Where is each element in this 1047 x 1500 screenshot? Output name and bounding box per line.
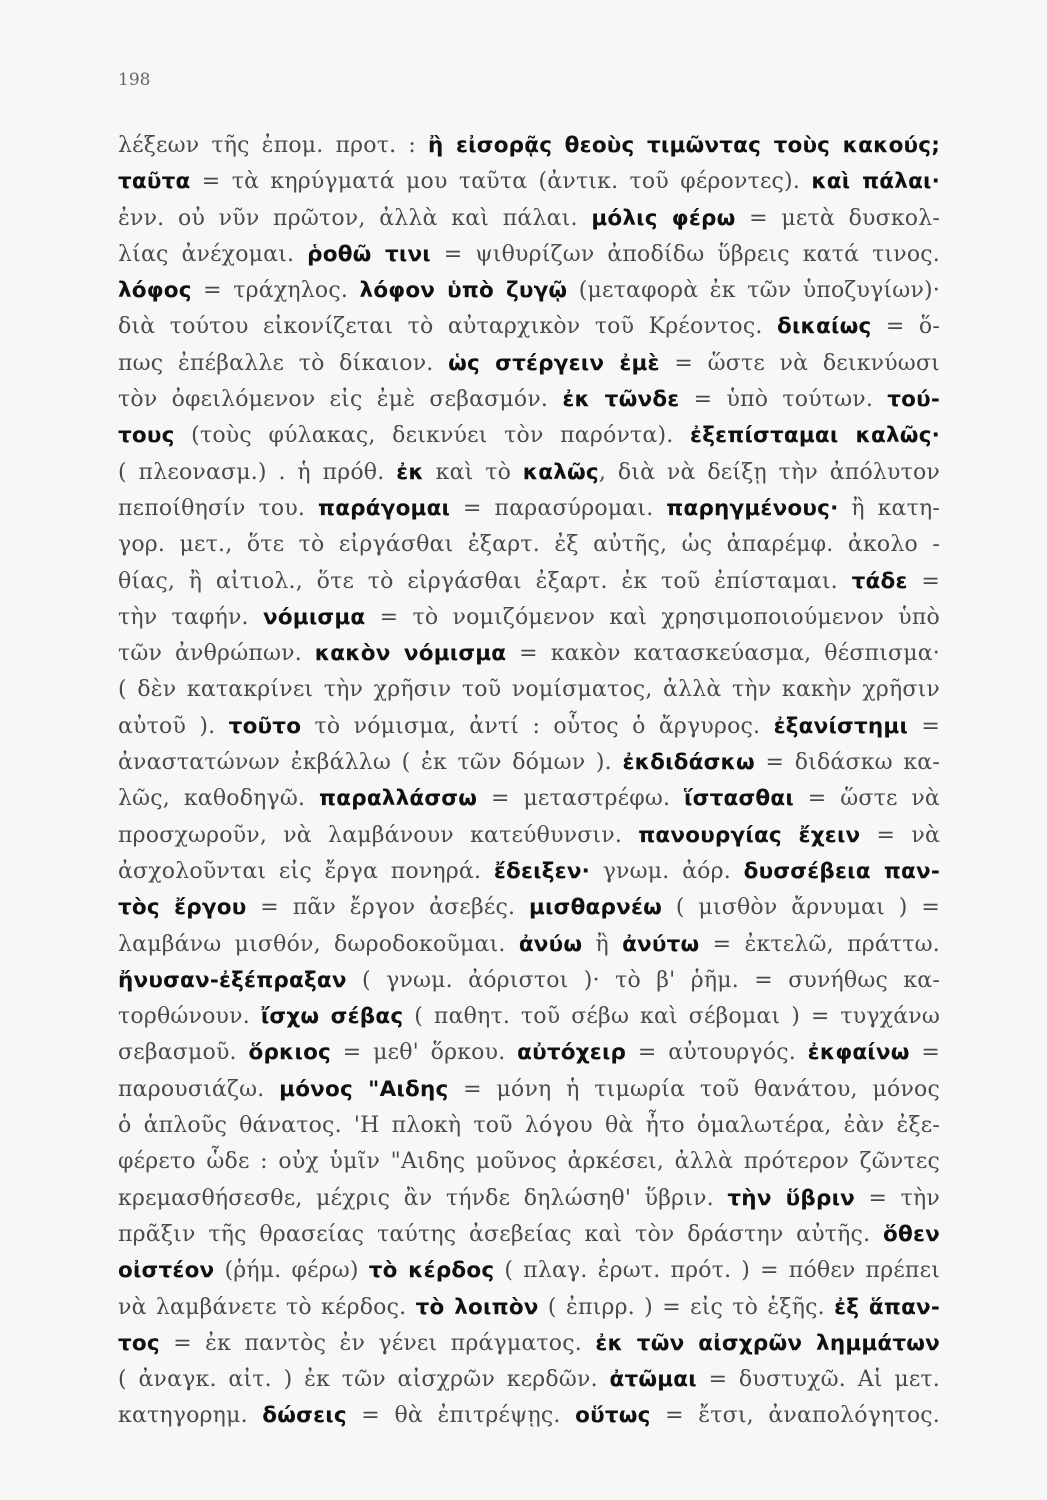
gloss-text: φέρετο ὧδε : οὐχ ὑμῖν "Αιδης μοῦνος ἀρκέσει, ἀλλὰ πρότερον ζῶντες — [118, 1149, 940, 1175]
text-line — [118, 1362, 940, 1398]
gloss-text: τῶν ἀνθρώπων. — [118, 641, 315, 667]
text-line — [118, 1181, 940, 1217]
gloss-text: = παρασύρομαι. — [450, 495, 667, 521]
commentary-text — [118, 128, 940, 1435]
bold-lemma: ἤνυσαν-ἐξέπραξαν — [118, 967, 347, 993]
text-line — [118, 927, 940, 963]
gloss-text: κρεμασθήσεσθε, μέχρις ἂν τήνδε δηλώσηθ' ὕβριν. — [118, 1185, 728, 1211]
text-line — [118, 128, 940, 164]
text-line — [118, 1072, 940, 1108]
bold-lemma: ἐξεπίσταμαι καλῶς· — [690, 423, 940, 449]
gloss-text: πρᾶξιν τῆς θρασείας ταύτης ἀσεβείας καὶ τὸν δράστην αὐτῆς. — [118, 1221, 884, 1247]
bold-lemma: οὕτως — [575, 1403, 651, 1429]
gloss-text: ὁ ἁπλοῦς θάνατος. 'Η πλοκὴ τοῦ λόγου θὰ ἦτο ὁμαλωτέρα, ἐὰν ἐξε- — [118, 1113, 940, 1139]
bold-lemma: πανουργίας ἔχειν — [638, 822, 861, 848]
bold-lemma: λόφον ὑπὸ ζυγῷ — [359, 278, 568, 304]
text-line — [118, 963, 940, 999]
bold-lemma: δώσεις — [262, 1403, 347, 1429]
gloss-text: = μεθ' ὅρκου. — [331, 1040, 518, 1066]
gloss-text: = ὑπὸ τούτων. — [679, 387, 888, 413]
text-line — [118, 382, 940, 418]
gloss-text: ἀναστατώνων ἐκβάλλω ( ἐκ τῶν δόμων ). — [118, 750, 623, 776]
gloss-text: ( γνωμ. ἀόριστοι )· τὸ β' ῥῆμ. = συνήθως κα- — [346, 967, 940, 993]
text-line — [118, 709, 940, 745]
text-line — [118, 491, 940, 527]
bold-lemma: ἢ εἰσορᾷς θεοὺς τιμῶντας τοὺς κακούς; — [427, 133, 940, 158]
bold-lemma: παραλλάσσω — [319, 786, 478, 812]
gloss-text: = ψιθυρίζων ἀποδίδω ὕβρεις κατά τινος. — [430, 241, 940, 267]
bold-lemma: ἐκ — [396, 459, 424, 485]
gloss-text: = — [907, 568, 940, 594]
gloss-text: ἢ — [582, 931, 623, 957]
text-line — [118, 527, 940, 563]
gloss-text: = ἐκτελῶ, πράττω. — [699, 931, 940, 957]
text-line — [118, 1108, 940, 1144]
gloss-text: τὸν ὀφειλόμενον εἰς ἐμὲ σεβασμόν. — [118, 387, 563, 413]
gloss-text: = νὰ — [860, 822, 940, 848]
gloss-text: ( δὲν κατακρίνει τὴν χρῆσιν τοῦ νομίσματος, ἀλλὰ τὴν κακὴν χρῆσιν — [118, 677, 940, 703]
text-line — [118, 672, 940, 708]
gloss-text: νὰ λαμβάνετε τὸ κέρδος. — [118, 1294, 416, 1320]
gloss-text: ἢ κατη- — [838, 495, 940, 521]
gloss-text: τορθώνουν. — [118, 1004, 261, 1030]
bold-lemma: οἰστέον — [118, 1258, 215, 1284]
bold-lemma: λόφος — [118, 278, 192, 304]
gloss-text: = πᾶν ἔργον ἀσεβές. — [246, 895, 530, 921]
text-line — [118, 1290, 940, 1326]
text-line — [118, 164, 940, 200]
text-line — [118, 999, 940, 1035]
gloss-text: παρουσιάζω. — [118, 1076, 280, 1102]
bold-lemma: ἀνύω — [518, 931, 583, 957]
text-line — [118, 455, 940, 491]
bold-lemma: νόμισμα — [262, 604, 366, 630]
gloss-text: = θὰ ἐπιτρέψῃς. — [346, 1403, 576, 1429]
text-line — [118, 201, 940, 237]
gloss-text: λαμβάνω μισθόν, δωροδοκοῦμαι. — [118, 931, 519, 957]
bold-lemma: ἐξ ἅπαν- — [834, 1294, 940, 1320]
bold-lemma: ῥοθῶ τινι — [307, 241, 431, 267]
bold-lemma: τους — [118, 423, 175, 449]
gloss-text: = ὥστε νὰ δεικνύωσι — [659, 350, 940, 376]
gloss-text: τὴν ταφήν. — [118, 604, 263, 630]
gloss-text: λῶς, καθοδηγῶ. — [118, 786, 320, 812]
gloss-text: = τὸ νομιζόμενον καὶ χρησιμοποιούμενον ὑπὸ — [365, 604, 940, 630]
bold-lemma: ἐκδιδάσκω — [622, 750, 755, 776]
gloss-text: = — [908, 713, 940, 739]
gloss-text: = τὰ κηρύγματά μου ταῦτα (ἀντικ. τοῦ φέροντες). — [190, 169, 812, 195]
bold-lemma: καλῶς — [522, 459, 599, 485]
gloss-text: προσχωροῦν, νὰ λαμβάνουν κατεύθυνσιν. — [118, 822, 639, 848]
gloss-text: σεβασμοῦ. — [118, 1040, 249, 1066]
bold-lemma: καὶ πάλαι· — [811, 169, 940, 195]
text-line — [118, 418, 940, 454]
text-line — [118, 818, 940, 854]
gloss-text: = κακὸν κατασκεύασμα, θέσπισμα· — [506, 641, 940, 667]
gloss-text: ( πλαγ. ἐρωτ. πρότ. ) = πόθεν πρέπει — [494, 1258, 940, 1284]
bold-lemma: τος — [118, 1330, 160, 1356]
gloss-text: θίας, ἢ αἰτιολ., ὅτε τὸ εἰργάσθαι ἐξαρτ. ἐκ τοῦ ἐπίσταμαι. — [118, 568, 852, 594]
bold-lemma: ἐξανίστημι — [773, 713, 909, 739]
bold-lemma: παρηγμένους· — [666, 495, 839, 521]
gloss-text: , διὰ νὰ δείξῃ τὴν ἀπόλυτον — [598, 459, 940, 485]
bold-lemma: ἀτῶμαι — [609, 1367, 697, 1393]
gloss-text: καὶ τὸ — [423, 459, 523, 485]
gloss-text: αὐτοῦ ). — [118, 713, 229, 739]
gloss-text: ἐνν. οὐ νῦν πρῶτον, ἀλλὰ καὶ πάλαι. — [118, 205, 592, 231]
gloss-text: (ῥήμ. φέρω) — [214, 1258, 369, 1284]
gloss-text: γορ. μετ., ὅτε τὸ εἰργάσθαι ἐξαρτ. ἐξ αὐτῆς, ὡς ἀπαρέμφ. ἀκολο - — [118, 532, 940, 558]
bold-lemma: τοῦτο — [228, 713, 302, 739]
text-line — [118, 636, 940, 672]
text-line — [118, 1035, 940, 1071]
gloss-text: ( ἐπιρρ. ) = εἰς τὸ ἑξῆς. — [538, 1294, 835, 1320]
gloss-text: γνωμ. ἀόρ. — [590, 858, 744, 884]
text-line — [118, 1217, 940, 1253]
text-line — [118, 745, 940, 781]
text-line — [118, 1326, 940, 1362]
gloss-text: λίας ἀνέχομαι. — [118, 241, 308, 267]
text-line — [118, 1398, 940, 1434]
gloss-text: = ἔτσι, ἀναπολόγητος. — [650, 1403, 940, 1429]
gloss-text: = μετὰ δυσκολ- — [735, 205, 940, 231]
bold-lemma: τὸ λοιπὸν — [415, 1294, 539, 1320]
gloss-text: = μεταστρέφω. — [477, 786, 685, 812]
gloss-text: = δυστυχῶ. Αἱ μετ. — [696, 1367, 940, 1393]
text-line — [118, 346, 940, 382]
gloss-text: (μεταφορὰ ἐκ τῶν ὑποζυγίων)· — [567, 278, 940, 304]
gloss-text: = διδάσκω κα- — [754, 750, 940, 776]
text-line — [118, 781, 940, 817]
bold-lemma: μόλις φέρω — [591, 205, 736, 231]
gloss-text: = τράχηλος. — [191, 278, 360, 304]
gloss-text: = — [909, 1040, 940, 1066]
text-line — [118, 273, 940, 309]
bold-lemma: παράγομαι — [318, 495, 451, 521]
bold-lemma: ὅρκιος — [248, 1040, 331, 1066]
bold-lemma: ὡς στέργειν ἐμὲ — [448, 350, 660, 376]
gloss-text: τὸ νόμισμα, ἀντί : οὗτος ὁ ἄργυρος. — [301, 713, 774, 739]
bold-lemma: αὐτόχειρ — [517, 1040, 627, 1066]
gloss-text: ἀσχολοῦνται εἰς ἔργα πονηρά. — [118, 858, 494, 884]
gloss-text: ( πλεονασμ.) . ἡ πρόθ. — [118, 459, 397, 485]
bold-lemma: δυσσέβεια παν- — [743, 858, 940, 884]
text-line — [118, 600, 940, 636]
bold-lemma: ἴσχω σέβας — [260, 1004, 404, 1030]
text-line — [118, 237, 940, 273]
gloss-text: διὰ τούτου εἰκονίζεται τὸ αὐταρχικὸν τοῦ Κρέοντος. — [118, 314, 777, 340]
bold-lemma: κακὸν νόμισμα — [314, 641, 507, 667]
bold-lemma: μόνος "Αιδης — [279, 1076, 449, 1102]
gloss-text: = αὐτουργός. — [626, 1040, 808, 1066]
bold-lemma: ἵστασθαι — [684, 786, 794, 812]
text-line — [118, 1253, 940, 1289]
bold-lemma: ἐκ τῶν αἰσχρῶν λημμάτων — [595, 1330, 940, 1356]
text-line — [118, 309, 940, 345]
text-line — [118, 890, 940, 926]
bold-lemma: ταῦτα — [118, 169, 191, 195]
gloss-text: = τὴν — [855, 1185, 940, 1211]
bold-lemma: ἀνύτω — [622, 931, 700, 957]
bold-lemma: τού- — [887, 387, 940, 413]
bold-lemma: ἔδειξεν· — [493, 858, 591, 884]
text-line — [118, 564, 940, 600]
gloss-text: = μόνη ἡ τιμωρία τοῦ θανάτου, μόνος — [448, 1076, 940, 1102]
gloss-text: (τοὺς φύλακας, δεικνύει τὸν παρόντα). — [174, 423, 691, 449]
text-line — [118, 1144, 940, 1180]
gloss-text: κατηγορημ. — [118, 1403, 263, 1429]
gloss-text: ( ἀναγκ. αἰτ. ) ἐκ τῶν αἰσχρῶν κερδῶν. — [118, 1367, 610, 1393]
gloss-text: = ὅ- — [871, 314, 940, 340]
gloss-text: = ἐκ παντὸς ἐν γένει πράγματος. — [159, 1330, 596, 1356]
bold-lemma: τὸ κέρδος — [368, 1258, 495, 1284]
gloss-text: πως ἐπέβαλλε τὸ δίκαιον. — [118, 350, 449, 376]
gloss-text: ( μισθὸν ἄρνυμαι ) = — [662, 895, 940, 921]
bold-lemma: ὅθεν — [883, 1221, 940, 1247]
bold-lemma: μισθαρνέω — [529, 895, 663, 921]
gloss-text: πεποίθησίν του. — [118, 495, 318, 521]
bold-lemma: τὸς ἔργου — [118, 895, 247, 921]
gloss-text: = ὥστε νὰ — [793, 786, 940, 812]
gloss-text: λέξεων τῆς ἐπομ. προτ. : — [118, 133, 428, 158]
bold-lemma: ἐκ τῶνδε — [562, 387, 680, 413]
bold-lemma: ἐκφαίνω — [807, 1040, 910, 1066]
gloss-text: ( παθητ. τοῦ σέβω καὶ σέβομαι ) = τυγχάνω — [403, 1004, 940, 1030]
page-number: 198 — [118, 70, 151, 90]
text-line — [118, 854, 940, 890]
bold-lemma: τὴν ὕβριν — [727, 1185, 855, 1211]
bold-lemma: δικαίως — [777, 314, 872, 340]
bold-lemma: τάδε — [851, 568, 908, 594]
